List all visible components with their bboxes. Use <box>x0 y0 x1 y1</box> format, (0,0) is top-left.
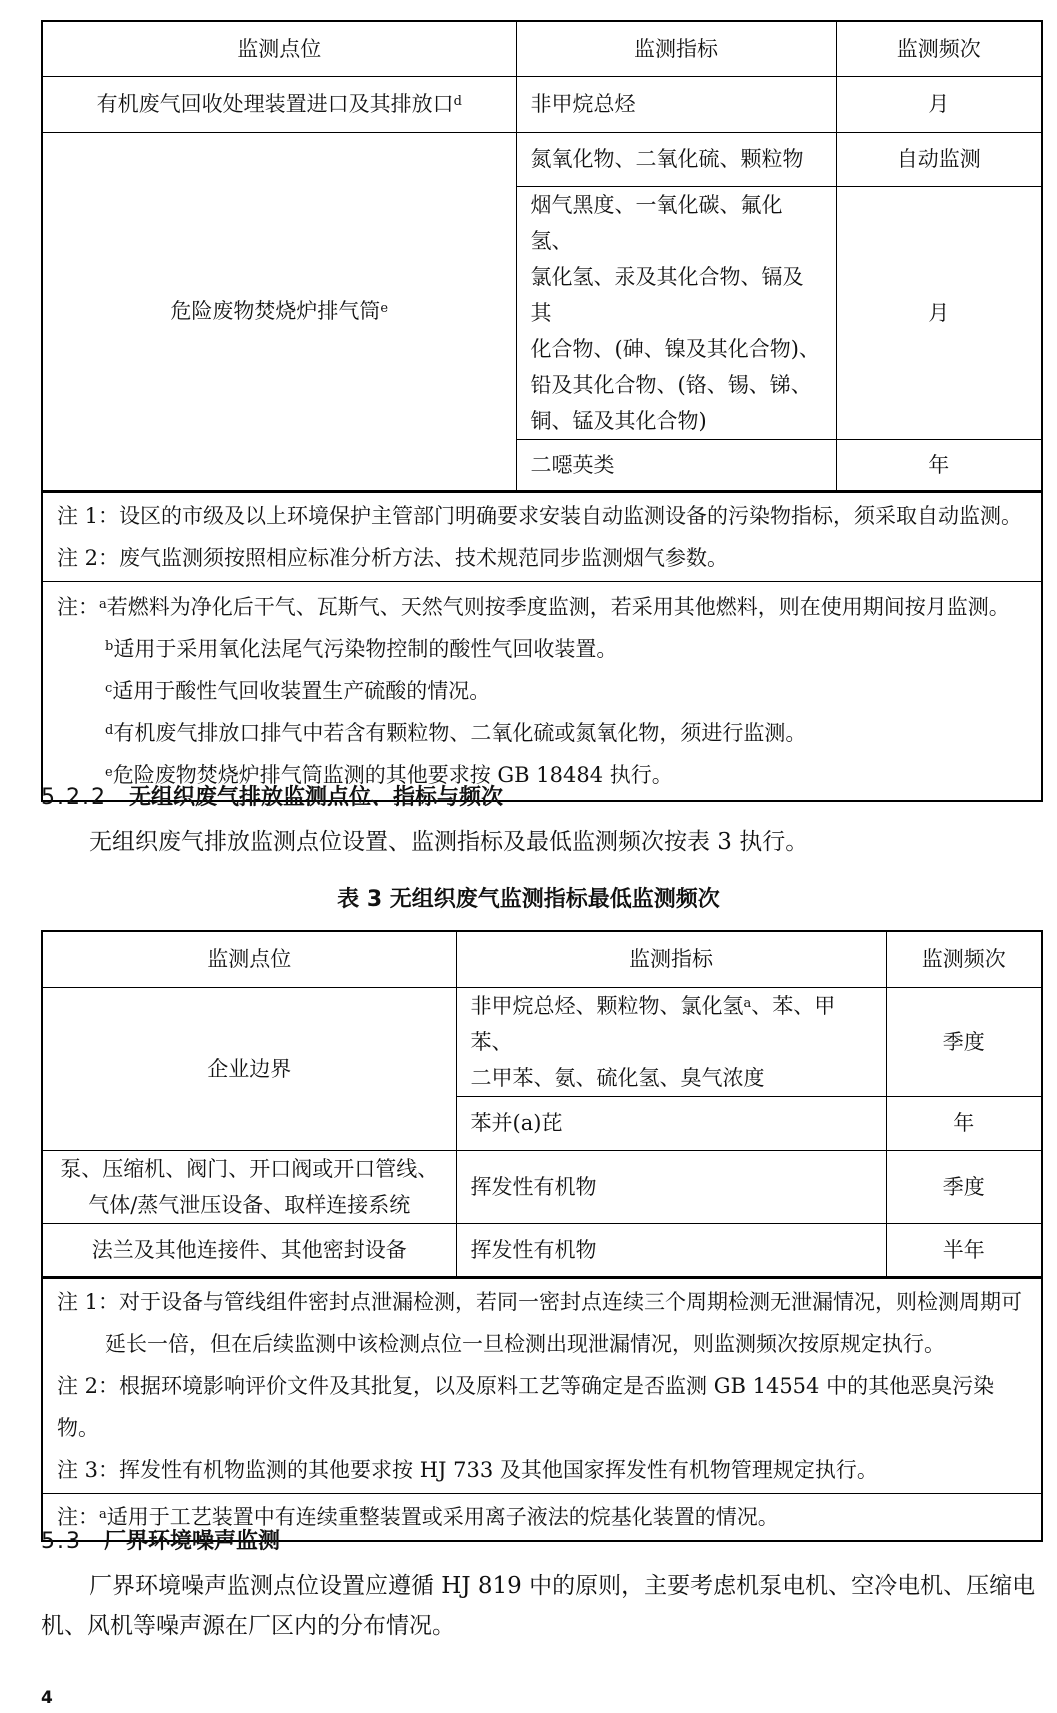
cell-point: 法兰及其他连接件、其他密封设备 <box>42 1223 456 1277</box>
section-heading-5-3: 5.3 厂界环境噪声监测 <box>41 1529 281 1554</box>
section-paragraph: 厂界环境噪声监测点位设置应遵循 HJ 819 中的原则，主要考虑机泵电机、空冷电机、压缩电机、风机等噪声源在厂区内的分布情况。 <box>41 1573 1036 1639</box>
footnotes-block <box>42 581 1042 801</box>
cell-indicator: 非甲烷总烃 <box>516 76 836 132</box>
footnote-e: $^e$危险废物焚烧炉排气筒监测的其他要求按 GB 18484 执行。 <box>105 762 673 787</box>
cell-frequency: 月 <box>836 186 1042 439</box>
cell-frequency: 年 <box>886 1096 1042 1150</box>
footnote-d: $^d$有机废气排放口排气中若含有颗粒物、二氧化硫或氮氧化物，须进行监测。 <box>105 720 807 745</box>
notes-block <box>42 491 1042 581</box>
cell-point: 危险废物焚烧炉排气筒$^e$ <box>42 132 516 491</box>
header-indicator: 监测指标 <box>516 21 836 76</box>
cell-frequency: 半年 <box>886 1223 1042 1277</box>
cell-indicator: 挥发性有机物 <box>456 1223 886 1277</box>
note-2: 注 2：根据环境影响评价文件及其批复，以及原料工艺等确定是否监测 GB 14554 中的其他恶臭污染物。 <box>57 1373 995 1440</box>
cell-indicator: 氮氧化物、二氧化硫、颗粒物 <box>516 132 836 186</box>
note-1: 注 1：对于设备与管线组件密封点泄漏检测，若同一密封点连续三个周期检测无泄漏情况，则检测周期可 <box>57 1289 1023 1314</box>
note-1: 注 1：设区的市级及以上环境保护主管部门明确要求安装自动监测设备的污染物指标，须采取自动监测。 <box>57 503 1023 528</box>
cell-indicator: 非甲烷总烃、颗粒物、氯化氢$^a$、苯、甲苯、 二甲苯、氨、硫化氢、臭气浓度 <box>456 987 886 1096</box>
header-frequency: 监测频次 <box>886 931 1042 987</box>
cell-indicator: 烟气黑度、一氧化碳、氟化氢、 氯化氢、汞及其化合物、镉及其 化合物、(砷、镍及其化合物)、 铅及其化合物、(铬、锡、锑、 铜、锰及其化合物) <box>516 186 836 439</box>
note-2: 注 2：废气监测须按照相应标准分析方法、技术规范同步监测烟气参数。 <box>57 545 729 570</box>
cell-indicator: 挥发性有机物 <box>456 1150 886 1223</box>
cell-point: 企业边界 <box>42 987 456 1150</box>
fugitive-emission-table <box>41 930 1043 1542</box>
cell-indicator: 苯并(a)芘 <box>456 1096 886 1150</box>
cell-frequency: 自动监测 <box>836 132 1042 186</box>
monitoring-table-continued <box>41 20 1043 802</box>
cell-frequency: 季度 <box>886 1150 1042 1223</box>
notes-block <box>42 1277 1042 1493</box>
section-heading-5-2-2: 5.2.2 无组织废气排放监测点位、指标与频次 <box>41 785 503 810</box>
header-point: 监测点位 <box>42 21 516 76</box>
cell-frequency: 月 <box>836 76 1042 132</box>
footnote-c: $^c$适用于酸性气回收装置生产硫酸的情况。 <box>105 678 491 703</box>
header-point: 监测点位 <box>42 931 456 987</box>
section-paragraph: 无组织废气排放监测点位设置、监测指标及最低监测频次按表 3 执行。 <box>89 829 809 855</box>
page-number: 4 <box>41 1688 53 1708</box>
cell-frequency: 季度 <box>886 987 1042 1096</box>
note-1-continued: 延长一倍，但在后续监测中该检测点位一旦检测出现泄漏情况，则监测频次按原规定执行。 <box>105 1331 945 1356</box>
cell-point: 泵、压缩机、阀门、开口阀或开口管线、 气体/蒸气泄压设备、取样连接系统 <box>42 1150 456 1223</box>
footnote-b: $^b$适用于采用氧化法尾气污染物控制的酸性气回收装置。 <box>105 636 618 661</box>
header-frequency: 监测频次 <box>836 21 1042 76</box>
footnote-a: 注：$^a$适用于工艺装置中有连续重整装置或采用离子液法的烷基化装置的情况。 <box>57 1504 779 1529</box>
note-3: 注 3：挥发性有机物监测的其他要求按 HJ 733 及其他国家挥发性有机物管理规定执行。 <box>57 1457 878 1482</box>
cell-frequency: 年 <box>836 439 1042 491</box>
cell-point: 有机废气回收处理装置进口及其排放口$^d$ <box>42 76 516 132</box>
table-caption: 表 3 无组织废气监测指标最低监测频次 <box>337 887 720 912</box>
footnote-a: 注：$^a$若燃料为净化后干气、瓦斯气、天然气则按季度监测，若采用其他燃料，则在使用期间按月监测。 <box>57 594 1010 619</box>
header-indicator: 监测指标 <box>456 931 886 987</box>
cell-indicator: 二噁英类 <box>516 439 836 491</box>
